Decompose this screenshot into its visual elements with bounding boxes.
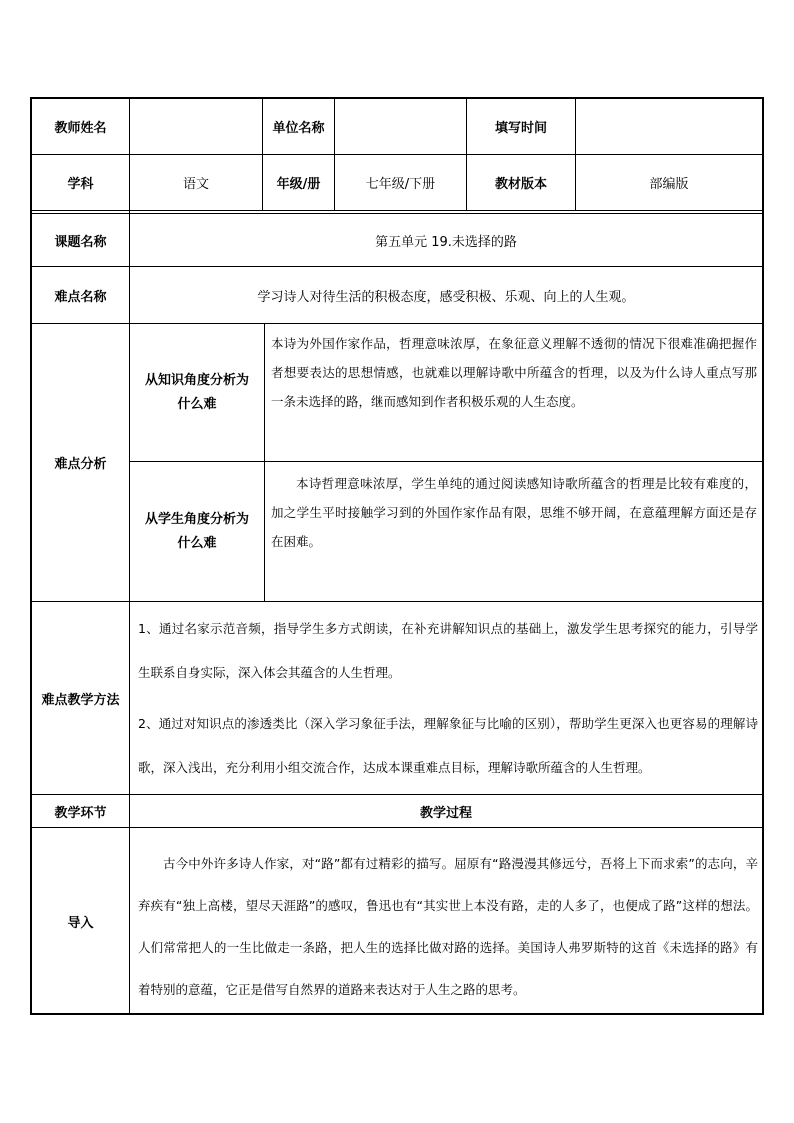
unit-name-value[interactable]: [335, 99, 466, 154]
fill-date-value[interactable]: [576, 99, 762, 154]
fill-date-label: 填写时间: [494, 121, 547, 136]
unit-name-label: 单位名称: [272, 121, 325, 136]
teacher-name-label: 教师姓名: [54, 121, 107, 136]
student-angle-label: 从学生角度分析为什么难: [144, 511, 249, 551]
col-divider: [264, 323, 265, 601]
intro-text: 古今中外许多诗人作家，对“路”都有过精彩的描写。屈原有“路漫漫其修远兮，吾将上下而求索”的志向，辛弃疾有“独上高楼，望尽天涯路”的感叹，鲁迅也有“其实世上本没有路，走的人多了，也便成了路”这样的想法。人们常常把人的一生比做走一条路，把人生的选择比做对路的选择。美国诗人弗罗斯特的这首《未选择的路》有着特别的意蕴，它正是借写自然界的道路来表达对于人生之路的思考。: [138, 856, 758, 997]
knowledge-angle-text: 本诗为外国作家作品，哲理意味浓厚，在象征意义理解不透彻的情况下很难准确把握作者想要表达的思想情感，也就难以理解诗歌中所蕴含的哲理，以及为什么诗人重点写那一条未选择的路，继而感知到作者积极乐观的人生态度。: [271, 336, 757, 409]
row-divider: [32, 827, 762, 828]
teaching-method-item-2: 2、通过对知识点的渗透类比（深入学习象征手法，理解象征与比喻的区别），帮助学生更深入也更容易的理解诗歌，深入浅出，充分利用小组交流合作，达成本课重难点目标，理解诗歌所蕴含的人生哲理。: [138, 716, 758, 775]
edition-value: 部编版: [649, 177, 689, 192]
difficulty-analysis-label: 难点分析: [54, 457, 107, 472]
knowledge-angle-label: 从知识角度分析为什么难: [144, 372, 249, 412]
edition-label: 教材版本: [494, 177, 547, 192]
teaching-process-header: 教学过程: [419, 805, 472, 821]
difficulty-name-label: 难点名称: [54, 289, 107, 305]
lesson-title-value: 第五单元 19.未选择的路: [375, 234, 517, 250]
subject-value: 语文: [182, 177, 209, 192]
row-divider: [32, 210, 762, 211]
lesson-title-label: 课题名称: [54, 234, 107, 250]
teaching-method-label: 难点教学方法: [41, 692, 120, 708]
grade-value: 七年级/下册: [365, 177, 436, 192]
teaching-method-item-1: 1、通过名家示范音频，指导学生多方式朗读，在补充讲解知识点的基础上，激发学生思考探究的能力，引导学生联系自身实际，深入体会其蕴含的人生哲理。: [138, 621, 758, 680]
row-divider: [32, 601, 762, 602]
student-angle-text: 本诗哲理意味浓厚，学生单纯的通过阅读感知诗歌所蕴含的哲理是比较有难度的，加之学生平时接触学习到的外国作家作品有限，思维不够开阔，在意蕴理解方面还是存在困难。: [271, 476, 757, 549]
teaching-stage-header: 教学环节: [54, 805, 107, 821]
lesson-plan-table: [30, 97, 764, 1015]
subject-label: 学科: [67, 177, 94, 192]
difficulty-name-value: 学习诗人对待生活的积极态度，感受积极、乐观、向上的人生观。: [257, 289, 635, 305]
row-divider: [32, 323, 762, 324]
grade-label: 年级/册: [276, 177, 321, 192]
teacher-name-value[interactable]: [130, 99, 262, 154]
intro-stage-label: 导入: [67, 916, 94, 931]
